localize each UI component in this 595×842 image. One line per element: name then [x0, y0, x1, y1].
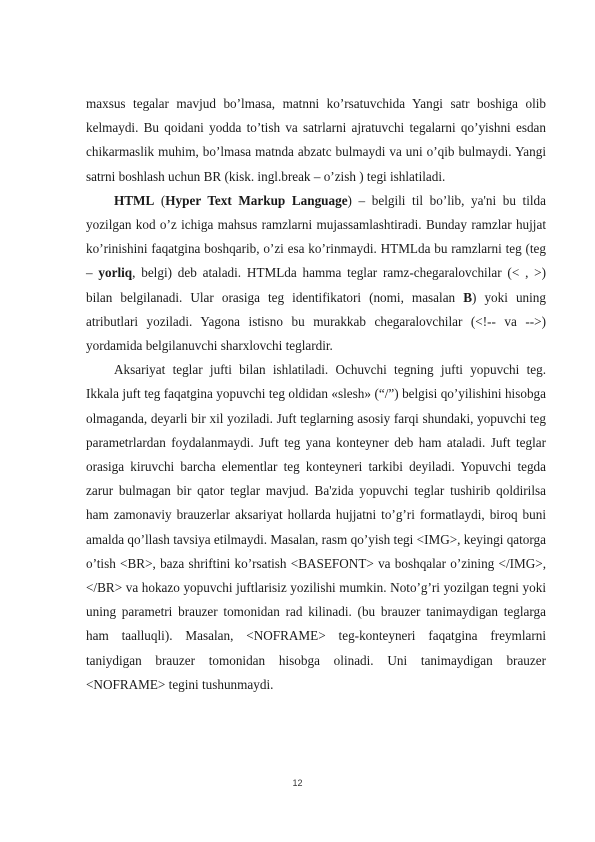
term-html: HTML — [114, 192, 155, 208]
term-expansion: Hyper Text Markup Language — [165, 192, 348, 208]
page-number: 12 — [292, 778, 303, 788]
paragraph-paired-tags: Aksariyat teglar jufti bilan ishlatiladi. Ochuvchi tegning jufti yopuvchi teg. Ikkala juft teg faqatgina yopuvchi teg oldidan «slesh» (“/”) belgisi qo’yilishini hisobga olmaganda, deyarli bir xil yoziladi. Juft teglarning asosiy farqi shundaki, yopuvchi teg parametrlardan foydalanmaydi. Juft teg yana konteyner deb ham ataladi. Juft teglar orasiga kiruvchi barcha elementlar teg konteyneri tarkibi deyiladi. Yopuvchi tegda zarur bulmagan bir qator teglar mavjud. Ba'zida yopuvchi teglar tushirib qoldirilsa ham zamonaviy brauzerlar aksariyat hollarda hujjatni to’g’ri formatlaydi, biroq buni amalda qo’llash tavsiya etilmaydi. Masalan, rasm qo’yish tegi <IMG>, keyingi qatorga o’tish <BR>, baza shriftini ko’rsatish <BASEFONT> va boshqalar o’zining </IMG>, </BR> va hokazo yopuvchi juftlarisiz yozilishi mumkin. Noto’g’ri yozilgan tegni yoki uning parametri brauzer tomonidan rad kilinadi. (bu brauzer tanimaydigan teglarga ham taalluqli). Masalan, <NOFRAME> teg-konteyneri faqatgina freymlarni taniydigan brauzer tomonidan hisobga olinadi. Uni tanimaydigan brauzer <NOFRAME> tegini tushunmaydi. — [86, 362, 546, 692]
open-paren: ( — [154, 192, 166, 208]
page-body — [86, 92, 546, 697]
definition-text-c: ) yoki uning atributlari yoziladi. Yagona istisno bu murakkab chegaralovchilar (<!-- va -->) yordamida belgilanuvchi sharxlovchi teglardir. — [86, 289, 546, 354]
definition-text-b: , belgi) deb ataladi. HTMLda hamma teglar ramz-chegaralovchilar (< , >) bilan belgilanadi. Ular orasiga teg identifikatori (nomi, masalan — [86, 265, 547, 305]
term-b: B — [463, 289, 472, 305]
term-yorliq: yorliq — [98, 265, 133, 281]
paragraph-html-definition — [86, 189, 546, 358]
definition-text-a: ) – belgili til bo’lib, ya'ni bu tilda yozilgan kod o’z ichiga mahsus ramzlarni mujassamlashtiradi. Bunday ramzlar hujjat ko’rinishini faqatgina boshqarib, o’zi esa ko’rinmaydi. HTMLda bu ramzlarni teg (teg – — [86, 192, 546, 281]
paragraph-line-break: maxsus tegalar mavjud bo’lmasa, matnni ko’rsatuvchida Yangi satr boshiga olib kelmaydi. Bu qoidani yodda to’tish va satrlarni ajratuvchi tegalarni qo’yishni esdan chikarmaslik muhim, bo’lmasa matnda abzatc bulmaydi va uni o’qib bulmaydi. Yangi satrni boshlash uchun BR (kisk. ingl.break – o’zish ) tegi ishlatiladi. — [86, 96, 546, 184]
